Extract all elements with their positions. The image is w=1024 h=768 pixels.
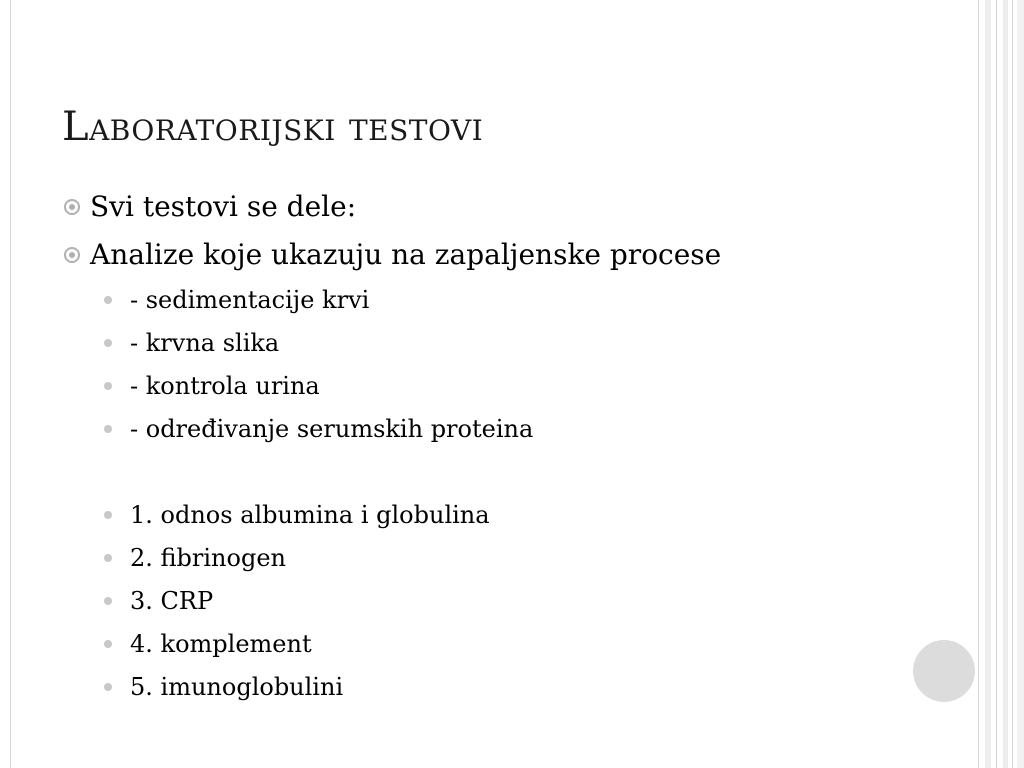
right-stripe [996,0,997,768]
dot-bullet-icon [104,640,112,648]
dot-bullet-icon [104,597,112,605]
list-item-text: 2. fibrinogen [130,544,286,572]
right-stripe [1003,0,1008,768]
left-border-line [10,0,11,768]
list-item [104,501,490,529]
dot-bullet-icon [104,554,112,562]
right-stripe [1012,0,1013,768]
circle-bullet-icon [64,247,80,263]
list-item-text: - sedimentacije krvi [130,286,370,314]
slide-title: Laboratorijski testovi [62,104,484,150]
list-item-text: Svi testovi se dele: [90,190,357,223]
list-item [104,630,312,658]
list-item-text: 4. komplement [130,630,312,658]
decorative-circle [913,640,975,702]
list-item-text: 3. CRP [130,587,214,615]
list-item [104,673,343,701]
dot-bullet-icon [104,425,112,433]
list-item-text: Analize koje ukazuju na zapaljenske procese [90,238,722,271]
list-item [104,415,533,443]
list-item [64,238,721,271]
list-item [104,372,320,400]
dot-bullet-icon [104,382,112,390]
dot-bullet-icon [104,683,112,691]
right-stripe [985,0,991,768]
list-item [64,190,356,223]
list-item [104,286,369,314]
list-item-text: 5. imunoglobulini [130,673,344,701]
list-item-text: 1. odnos albumina i globulina [130,501,490,529]
list-item [104,587,213,615]
list-item-text: - krvna slika [130,329,280,357]
right-stripe [978,0,979,768]
dot-bullet-icon [104,339,112,347]
circle-bullet-icon [64,199,80,215]
list-item [104,329,279,357]
list-item-text: - određivanje serumskih proteina [130,415,534,443]
dot-bullet-icon [104,296,112,304]
dot-bullet-icon [104,511,112,519]
right-stripe [1017,0,1024,768]
list-item [104,544,286,572]
list-item-text: - kontrola urina [130,372,320,400]
